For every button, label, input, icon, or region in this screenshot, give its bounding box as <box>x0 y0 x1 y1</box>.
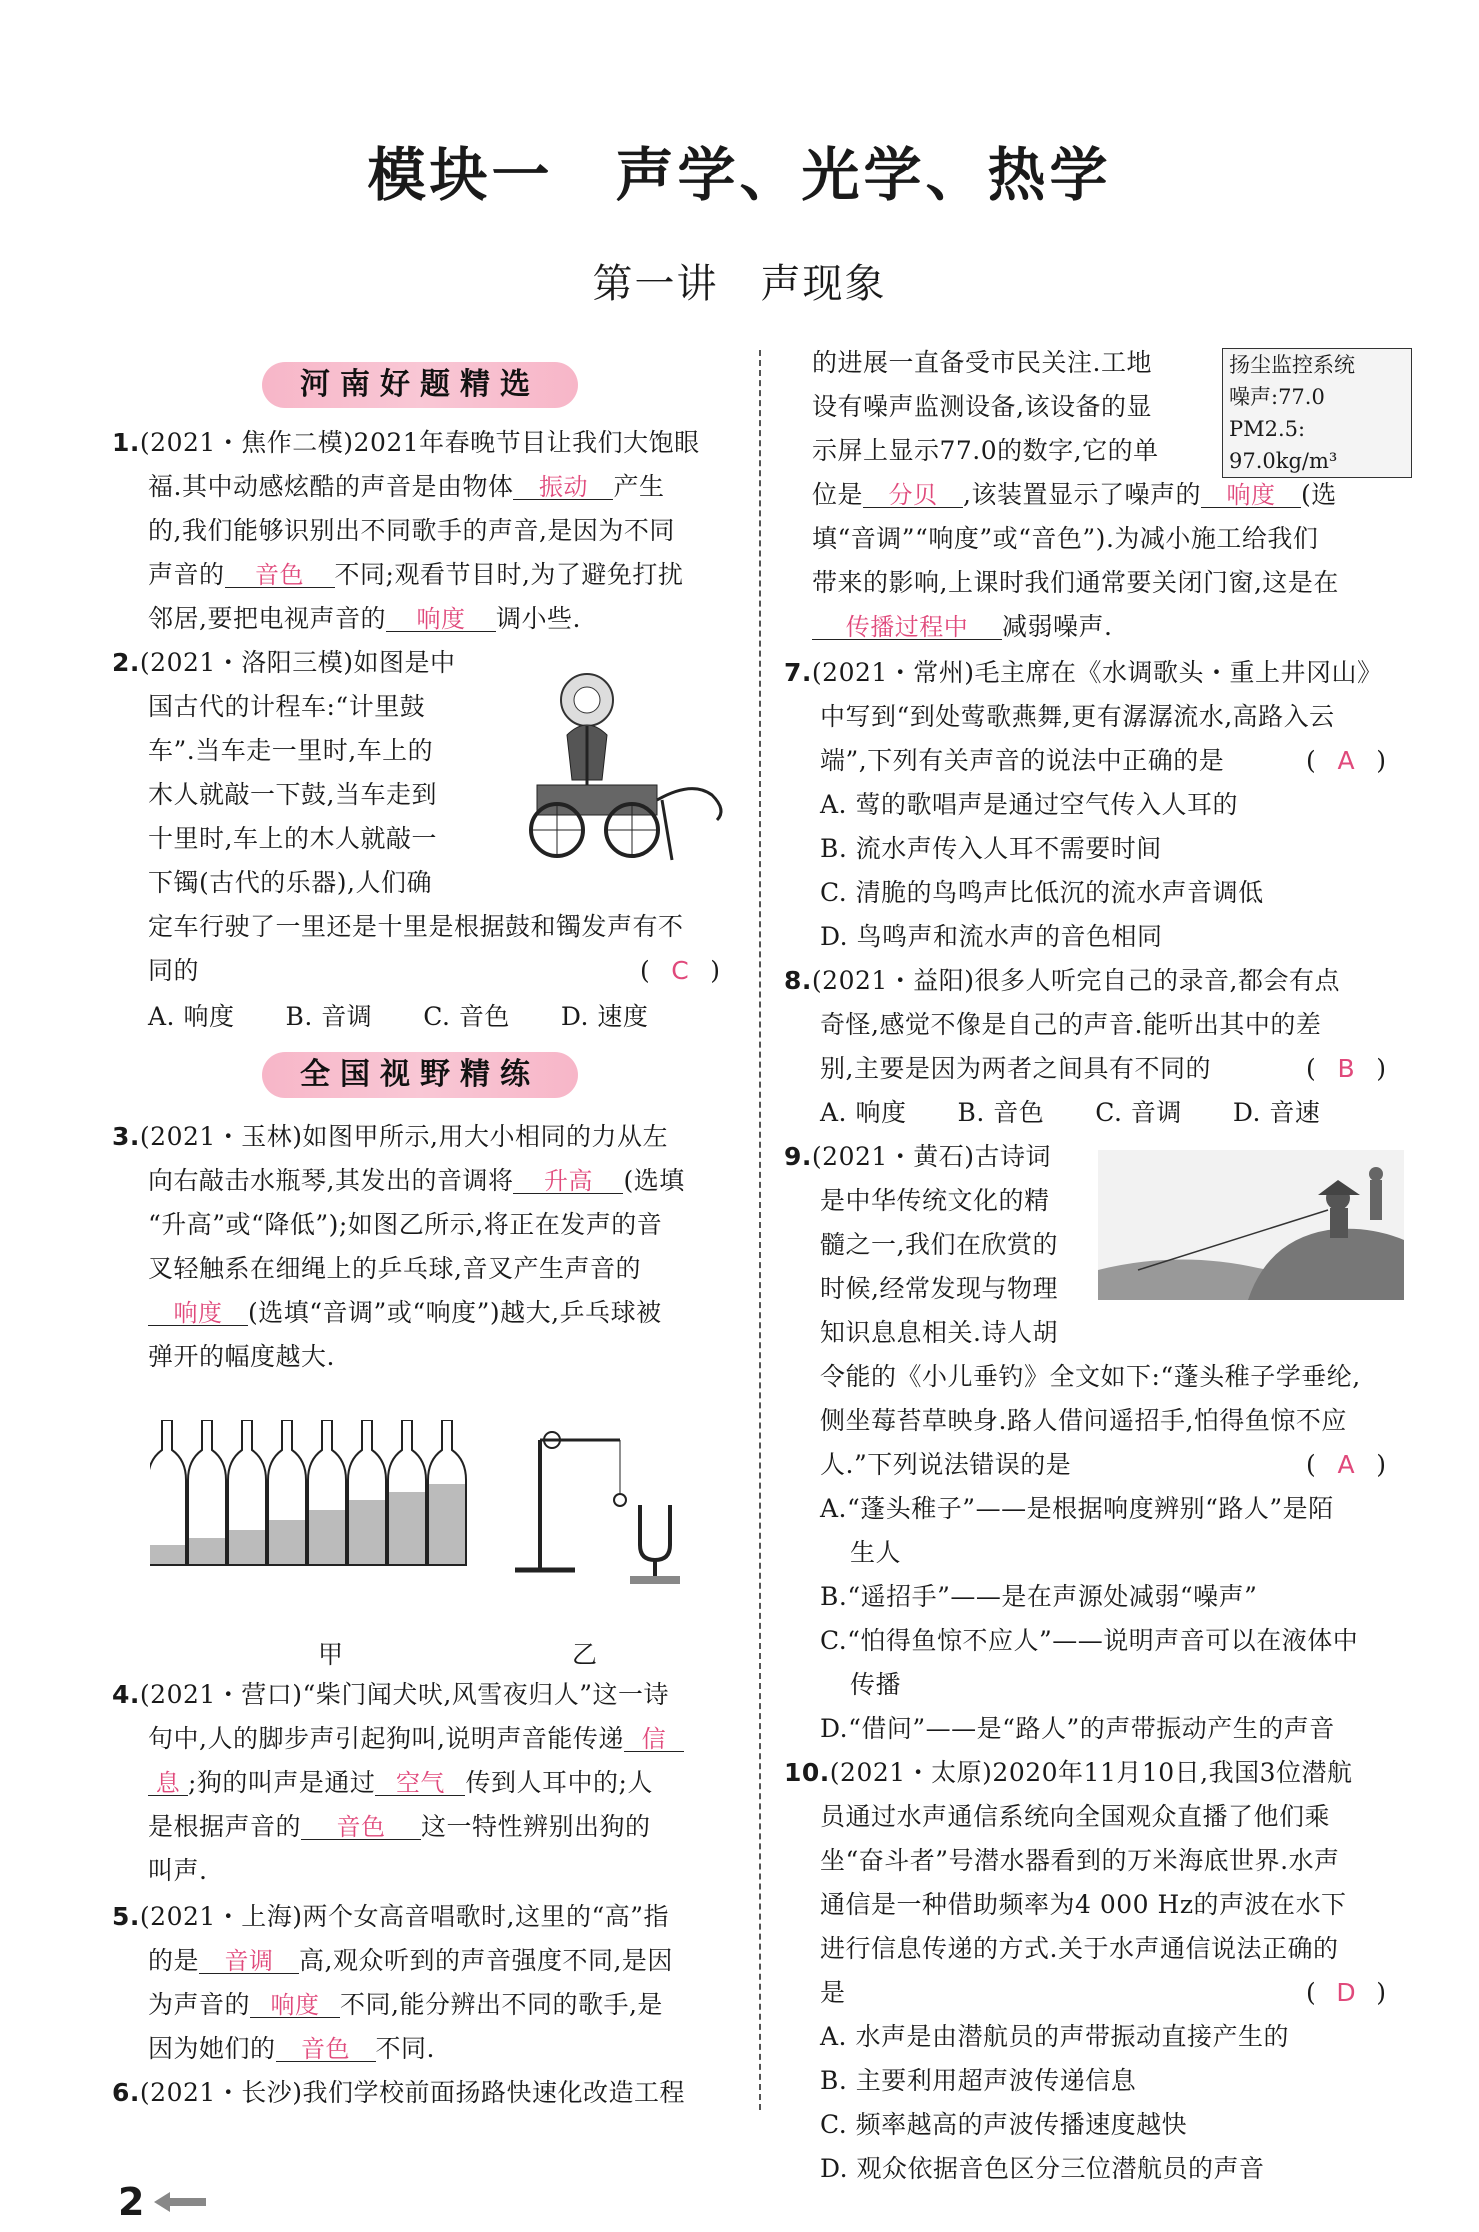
choice-answer: D <box>1336 1978 1357 2007</box>
answer-blank[interactable]: 音色 <box>276 2037 376 2062</box>
answer-blank[interactable]: 响度 <box>386 607 496 632</box>
answer-blank[interactable]: 信 <box>624 1727 684 1752</box>
answer-blank[interactable]: 振动 <box>513 475 613 500</box>
figure-label-b: 乙 <box>572 1640 598 1669</box>
section-national: 全国视野精练 <box>262 1052 578 1098</box>
answer-blank[interactable]: 音调 <box>199 1949 299 1974</box>
page-number: 2 <box>118 2180 145 2224</box>
lecture-title: 第一讲 声现象 <box>592 261 887 307</box>
answer-blank[interactable]: 音色 <box>225 563 335 588</box>
water-bottles-figure <box>150 1420 490 1570</box>
choice-answer: A <box>1337 1450 1356 1479</box>
choice-answer: A <box>1337 746 1356 775</box>
dust-monitor-display: 扬尘监控系统 噪声:77.0 PM2.5: 97.0kg/m³ <box>1222 348 1412 478</box>
answer-blank[interactable]: 分贝 <box>863 483 963 508</box>
answer-blank[interactable]: 响度 <box>250 1993 340 2018</box>
section-henan: 河南好题精选 <box>262 362 578 408</box>
answer-blank[interactable]: 空气 <box>375 1771 465 1796</box>
answer-blank[interactable]: 响度 <box>148 1301 248 1326</box>
figure-label-a: 甲 <box>318 1640 344 1669</box>
fishing-child-illustration <box>1098 1150 1404 1300</box>
drum-cart-illustration <box>512 660 740 870</box>
answer-blank[interactable]: 音色 <box>301 1815 421 1840</box>
choice-answer: B <box>1337 1054 1356 1083</box>
choice-answer: C <box>671 956 690 985</box>
column-divider <box>759 350 761 2110</box>
answer-blank[interactable]: 息 <box>148 1771 188 1796</box>
answer-blank[interactable]: 升高 <box>513 1169 623 1194</box>
module-title: 模块一 声学、光学、热学 <box>367 141 1112 209</box>
tuning-fork-figure <box>510 1420 700 1590</box>
arrow-left-icon <box>152 2190 208 2214</box>
answer-blank[interactable]: 响度 <box>1201 483 1301 508</box>
answer-blank[interactable]: 传播过程中 <box>812 615 1002 640</box>
